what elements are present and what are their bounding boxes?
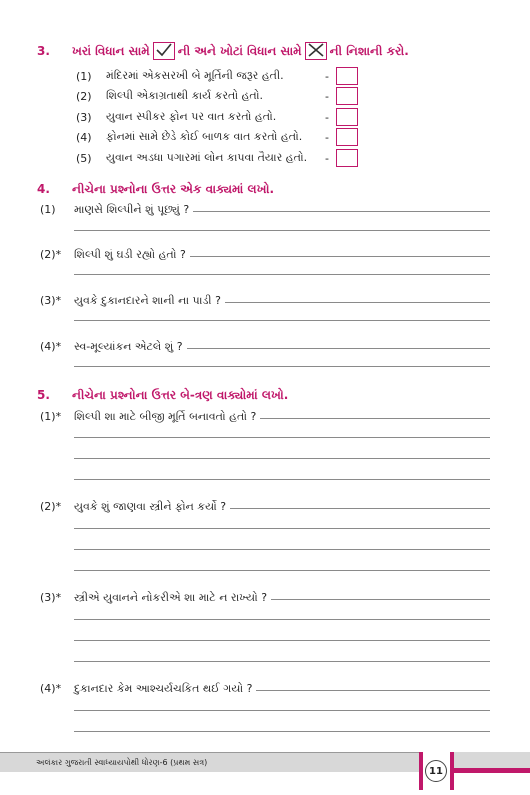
statement-row	[76, 66, 284, 86]
answer-line[interactable]	[74, 479, 490, 480]
answer-box[interactable]	[336, 87, 358, 105]
question-text: શિલ્પી શું ઘડી રહ્યો હતો ?	[74, 248, 190, 262]
question-number: (2)*	[40, 248, 62, 261]
answer-line[interactable]	[74, 619, 490, 620]
statement-number: (5)	[76, 151, 92, 165]
question-text: સ્વ-મૂલ્યાંકન એટલે શું ?	[74, 340, 187, 354]
statement-text: મંદિરમાં એકસરખી બે મૂર્તિની જરૂર હતી.	[106, 69, 284, 82]
section-5-title: નીચેના પ્રશ્નોના ઉત્તર બે-ત્રણ વાક્યોમાં લખો.	[72, 388, 289, 402]
question-number: (4)*	[40, 682, 62, 695]
answer-line[interactable]	[74, 274, 490, 275]
section-3-title	[72, 42, 409, 60]
answer-box[interactable]	[336, 149, 358, 167]
footer-book-title: અલંકાર ગુજરાતી સ્વાધ્યાયપોથી ધોરણ-6 (પ્રથમ સત્ર)	[36, 758, 208, 767]
statement-dash: -	[325, 131, 329, 144]
answer-line[interactable]	[74, 570, 490, 571]
question-text: યુવકે શું જાણવા સ્ત્રીને ફોન કર્યો ?	[74, 500, 230, 514]
footer-accent-stripe	[454, 768, 530, 773]
answer-line[interactable]	[74, 366, 490, 367]
question-number: (1)*	[40, 410, 62, 423]
answer-line[interactable]	[74, 731, 490, 732]
question-number: (4)*	[40, 340, 62, 353]
question-number: (2)*	[40, 500, 62, 513]
cross-icon	[305, 42, 327, 60]
section-3-title-part3: ની નિશાની કરો.	[329, 43, 409, 58]
answer-line[interactable]	[74, 230, 490, 231]
section-4-title: નીચેના પ્રશ્નોના ઉત્તર એક વાક્યમાં લખો.	[72, 182, 275, 196]
page-number-badge: 11	[425, 760, 447, 782]
statement-number: (4)	[76, 130, 92, 144]
answer-line[interactable]	[74, 710, 490, 711]
answer-box[interactable]	[336, 67, 358, 85]
statement-number: (3)	[76, 110, 92, 124]
statement-text: ફોનમાં સામે છેડે કોઈ બાળક વાત કરતો હતો.	[106, 130, 303, 143]
statement-text: શિલ્પી એકાગ્રતાથી કાર્ય કરતો હતો.	[106, 89, 263, 102]
statement-dash: -	[325, 152, 329, 165]
answer-line[interactable]	[74, 528, 490, 529]
question-number: (3)*	[40, 591, 62, 604]
answer-line[interactable]	[74, 661, 490, 662]
answer-box[interactable]	[336, 108, 358, 126]
statement-row	[76, 127, 302, 147]
answer-line[interactable]	[74, 437, 490, 438]
answer-line[interactable]	[74, 549, 490, 550]
statement-number: (2)	[76, 89, 92, 103]
statement-dash: -	[325, 111, 329, 124]
question-text: સ્ત્રીએ યુવાનને નોકરીએ શા માટે ન રાખ્યો ?	[74, 591, 271, 605]
question-text: શિલ્પી શા માટે બીજી મૂર્તિ બનાવતો હતો ?	[74, 410, 260, 424]
question-number: (1)	[40, 203, 56, 216]
statement-row	[76, 148, 307, 168]
section-5-number: 5.	[37, 388, 50, 402]
answer-line[interactable]	[74, 458, 490, 459]
check-icon	[153, 42, 175, 60]
question-text: યુવકે દુકાનદારને શાની ના પાડી ?	[74, 294, 225, 308]
section-3-title-part2: ની અને ખોટાં વિધાન સામે	[177, 43, 302, 58]
statement-row	[76, 107, 276, 127]
statement-text: યુવાન સ્પીકર ફોન પર વાત કરતો હતો.	[106, 110, 277, 123]
answer-box[interactable]	[336, 128, 358, 146]
statement-text: યુવાન અડધા પગારમાં લોન કાપવા તૈયાર હતો.	[106, 151, 308, 164]
question-number: (3)*	[40, 294, 62, 307]
question-text: દુકાનદાર કેમ આશ્ચર્યચકિત થઈ ગયો ?	[74, 682, 256, 696]
statement-dash: -	[325, 70, 329, 83]
section-4-number: 4.	[37, 182, 50, 196]
answer-line[interactable]	[74, 320, 490, 321]
statement-row	[76, 86, 263, 106]
answer-line[interactable]	[74, 640, 490, 641]
section-3-number: 3.	[37, 44, 50, 58]
footer-divider	[0, 752, 420, 753]
statement-dash: -	[325, 90, 329, 103]
section-3-title-part1: ખરાં વિધાન સામે	[72, 43, 150, 58]
question-text: માણસે શિલ્પીને શું પૂછ્યું ?	[74, 203, 193, 217]
statement-number: (1)	[76, 69, 92, 83]
